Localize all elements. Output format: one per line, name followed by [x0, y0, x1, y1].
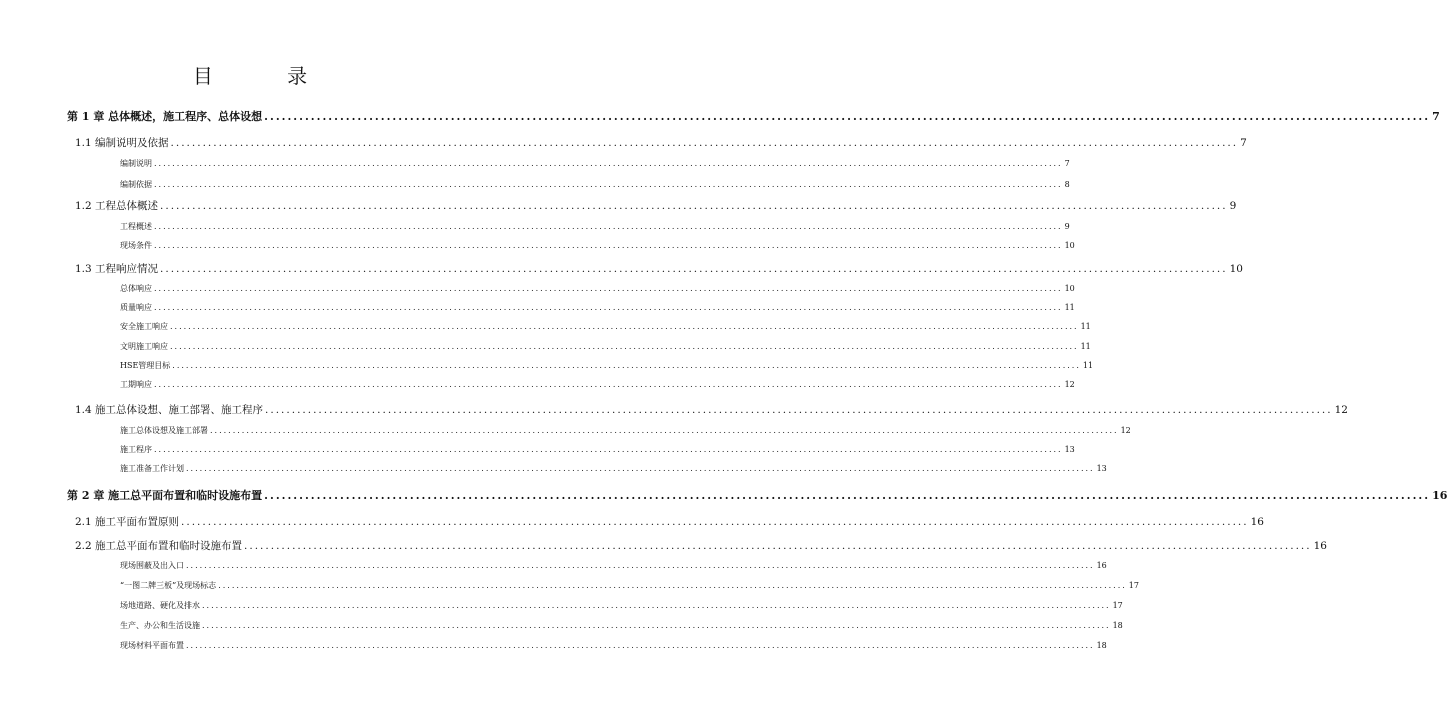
- toc-leader-dots: ........................................................................................................................................................................................................: [154, 284, 1063, 293]
- toc-leader-dots: ........................................................................................................................................................................................................: [154, 180, 1063, 189]
- toc-entry[interactable]: [120, 221, 1070, 232]
- toc-leader-dots: ........................................................................................................................................................................................................: [186, 561, 1095, 570]
- toc-leader-dots: ........................................................................................................................................................................................................: [154, 159, 1063, 168]
- toc-entry-label: 施工总体设想及施工部署: [120, 426, 208, 435]
- toc-entry[interactable]: [75, 402, 1348, 417]
- toc-entry-page: 16: [1432, 489, 1447, 502]
- toc-leader-dots: ........................................................................................................................................................................................................: [154, 445, 1063, 454]
- toc-entry-label: 编制依据: [120, 180, 152, 189]
- toc-entry-page: 12: [1120, 426, 1131, 435]
- toc-entry[interactable]: [75, 538, 1327, 553]
- toc-entry-label: 1.2 工程总体概述: [75, 200, 159, 212]
- toc-entry-page: 9: [1229, 200, 1237, 212]
- toc-entry-page: 10: [1064, 241, 1075, 250]
- toc-entry[interactable]: [120, 444, 1075, 455]
- toc-leader-dots: ........................................................................................................................................................................................................: [202, 601, 1111, 610]
- toc-leader-dots: ........................................................................................................................................................................................................: [170, 137, 1239, 149]
- toc-entry-page: 12: [1334, 404, 1348, 416]
- toc-leader-dots: ........................................................................................................................................................................................................: [154, 241, 1063, 250]
- toc-entry[interactable]: [67, 108, 1440, 124]
- toc-entry-label: 2.2 施工总平面布置和临时设施布置: [75, 540, 243, 552]
- toc-entry[interactable]: [120, 600, 1123, 611]
- toc-entry-page: 16: [1096, 561, 1107, 570]
- toc-entry-page: 12: [1064, 380, 1075, 389]
- toc-entry-label: 1.3 工程响应情况: [75, 263, 159, 275]
- toc-leader-dots: ........................................................................................................................................................................................................: [265, 404, 1333, 416]
- toc-entry-label: 第 1 章 总体概述，施工程序、总体设想: [67, 110, 263, 123]
- toc-entry-label: HSE管理目标: [120, 361, 171, 370]
- toc-entry-label: 现场材料平面布置: [120, 641, 184, 650]
- toc-entry[interactable]: [75, 261, 1243, 276]
- toc-entry-page: 8: [1064, 180, 1070, 189]
- toc-leader-dots: ........................................................................................................................................................................................................: [172, 361, 1081, 370]
- toc-entry[interactable]: [120, 620, 1123, 631]
- toc-leader-dots: ........................................................................................................................................................................................................: [160, 200, 1228, 212]
- toc-entry[interactable]: [120, 302, 1075, 313]
- toc-entry-label: 工期响应: [120, 380, 152, 389]
- toc-entry-page: 11: [1080, 322, 1091, 331]
- toc-leader-dots: ........................................................................................................................................................................................................: [170, 342, 1079, 351]
- toc-entry[interactable]: [120, 379, 1075, 390]
- toc-entry-page: 10: [1064, 284, 1075, 293]
- toc-entry[interactable]: [120, 321, 1091, 332]
- toc-entry[interactable]: [120, 640, 1107, 651]
- toc-leader-dots: ........................................................................................................................................................................................................: [170, 322, 1079, 331]
- toc-entry-page: 11: [1080, 342, 1091, 351]
- toc-entry[interactable]: [120, 360, 1094, 371]
- toc-entry-page: 13: [1096, 464, 1107, 473]
- toc-entry-page: 11: [1082, 361, 1094, 370]
- toc-entry-label: 文明施工响应: [120, 342, 168, 351]
- toc-entry[interactable]: [75, 135, 1247, 150]
- toc-entry-label: 质量响应: [120, 303, 152, 312]
- toc-entry[interactable]: [120, 179, 1070, 190]
- toc-entry-label: “一图二牌三板”及现场标志: [120, 581, 217, 590]
- toc-entry[interactable]: [120, 283, 1075, 294]
- toc-entry-label: 工程概述: [120, 222, 152, 231]
- toc-entry-label: 现场围蔽及出入口: [120, 561, 184, 570]
- toc-entry[interactable]: [67, 487, 1447, 503]
- toc-entry[interactable]: [120, 240, 1075, 251]
- toc-entry-label: 总体响应: [120, 284, 152, 293]
- toc-entry[interactable]: [75, 198, 1237, 213]
- toc-leader-dots: ........................................................................................................................................................................................................: [264, 489, 1431, 502]
- toc-leader-dots: ........................................................................................................................................................................................................: [210, 426, 1119, 435]
- toc-leader-dots: ........................................................................................................................................................................................................: [244, 540, 1312, 552]
- toc-entry[interactable]: [75, 514, 1264, 529]
- toc-leader-dots: ........................................................................................................................................................................................................: [160, 263, 1228, 275]
- toc-entry-label: 安全施工响应: [120, 322, 168, 331]
- page-title: 目 录: [192, 64, 342, 88]
- toc-entry-label: 1.1 编制说明及依据: [75, 137, 169, 149]
- toc-entry-page: 13: [1064, 445, 1075, 454]
- toc-leader-dots: ........................................................................................................................................................................................................: [186, 464, 1095, 473]
- toc-entry[interactable]: [120, 463, 1107, 474]
- toc-leader-dots: ........................................................................................................................................................................................................: [181, 516, 1249, 528]
- toc-entry-page: 7: [1240, 137, 1247, 149]
- toc-entry[interactable]: [120, 341, 1091, 352]
- toc-entry[interactable]: [120, 158, 1070, 169]
- toc-entry-label: 施工准备工作计划: [120, 464, 184, 473]
- toc-entry-label: 生产、办公和生活设施: [120, 621, 200, 630]
- toc-entry-page: 9: [1064, 222, 1070, 231]
- toc-entry[interactable]: [120, 580, 1139, 591]
- toc-entry-page: 17: [1112, 601, 1123, 610]
- toc-entry-page: 11: [1064, 303, 1075, 312]
- toc-entry-page: 16: [1250, 516, 1264, 528]
- toc-entry-page: 7: [1064, 159, 1070, 168]
- toc-entry-label: 1.4 施工总体设想、施工部署、施工程序: [75, 404, 264, 416]
- toc-entry-label: 第 2 章 施工总平面布置和临时设施布置: [67, 489, 263, 502]
- toc-entry-page: 17: [1128, 581, 1139, 590]
- toc-leader-dots: ........................................................................................................................................................................................................: [202, 621, 1111, 630]
- toc-entry-label: 施工程序: [120, 445, 152, 454]
- toc-entry-page: 7: [1432, 110, 1440, 123]
- toc-entry-page: 18: [1096, 641, 1107, 650]
- toc-leader-dots: ........................................................................................................................................................................................................: [218, 581, 1127, 590]
- toc-leader-dots: ........................................................................................................................................................................................................: [154, 303, 1063, 312]
- toc-entry-page: 18: [1112, 621, 1123, 630]
- toc-entry-label: 场地道路、硬化及排水: [120, 601, 200, 610]
- toc-entry[interactable]: [120, 425, 1131, 436]
- toc-entry-label: 2.1 施工平面布置原则: [75, 516, 180, 528]
- toc-entry-page: 10: [1229, 263, 1243, 275]
- toc-leader-dots: ........................................................................................................................................................................................................: [154, 222, 1063, 231]
- toc-entry-label: 现场条件: [120, 241, 152, 250]
- toc-entry-label: 编制说明: [120, 159, 152, 168]
- toc-leader-dots: ........................................................................................................................................................................................................: [186, 641, 1095, 650]
- toc-leader-dots: ........................................................................................................................................................................................................: [264, 110, 1431, 123]
- toc-entry[interactable]: [120, 560, 1107, 571]
- toc-leader-dots: ........................................................................................................................................................................................................: [154, 380, 1063, 389]
- toc-entry-page: 16: [1313, 540, 1327, 552]
